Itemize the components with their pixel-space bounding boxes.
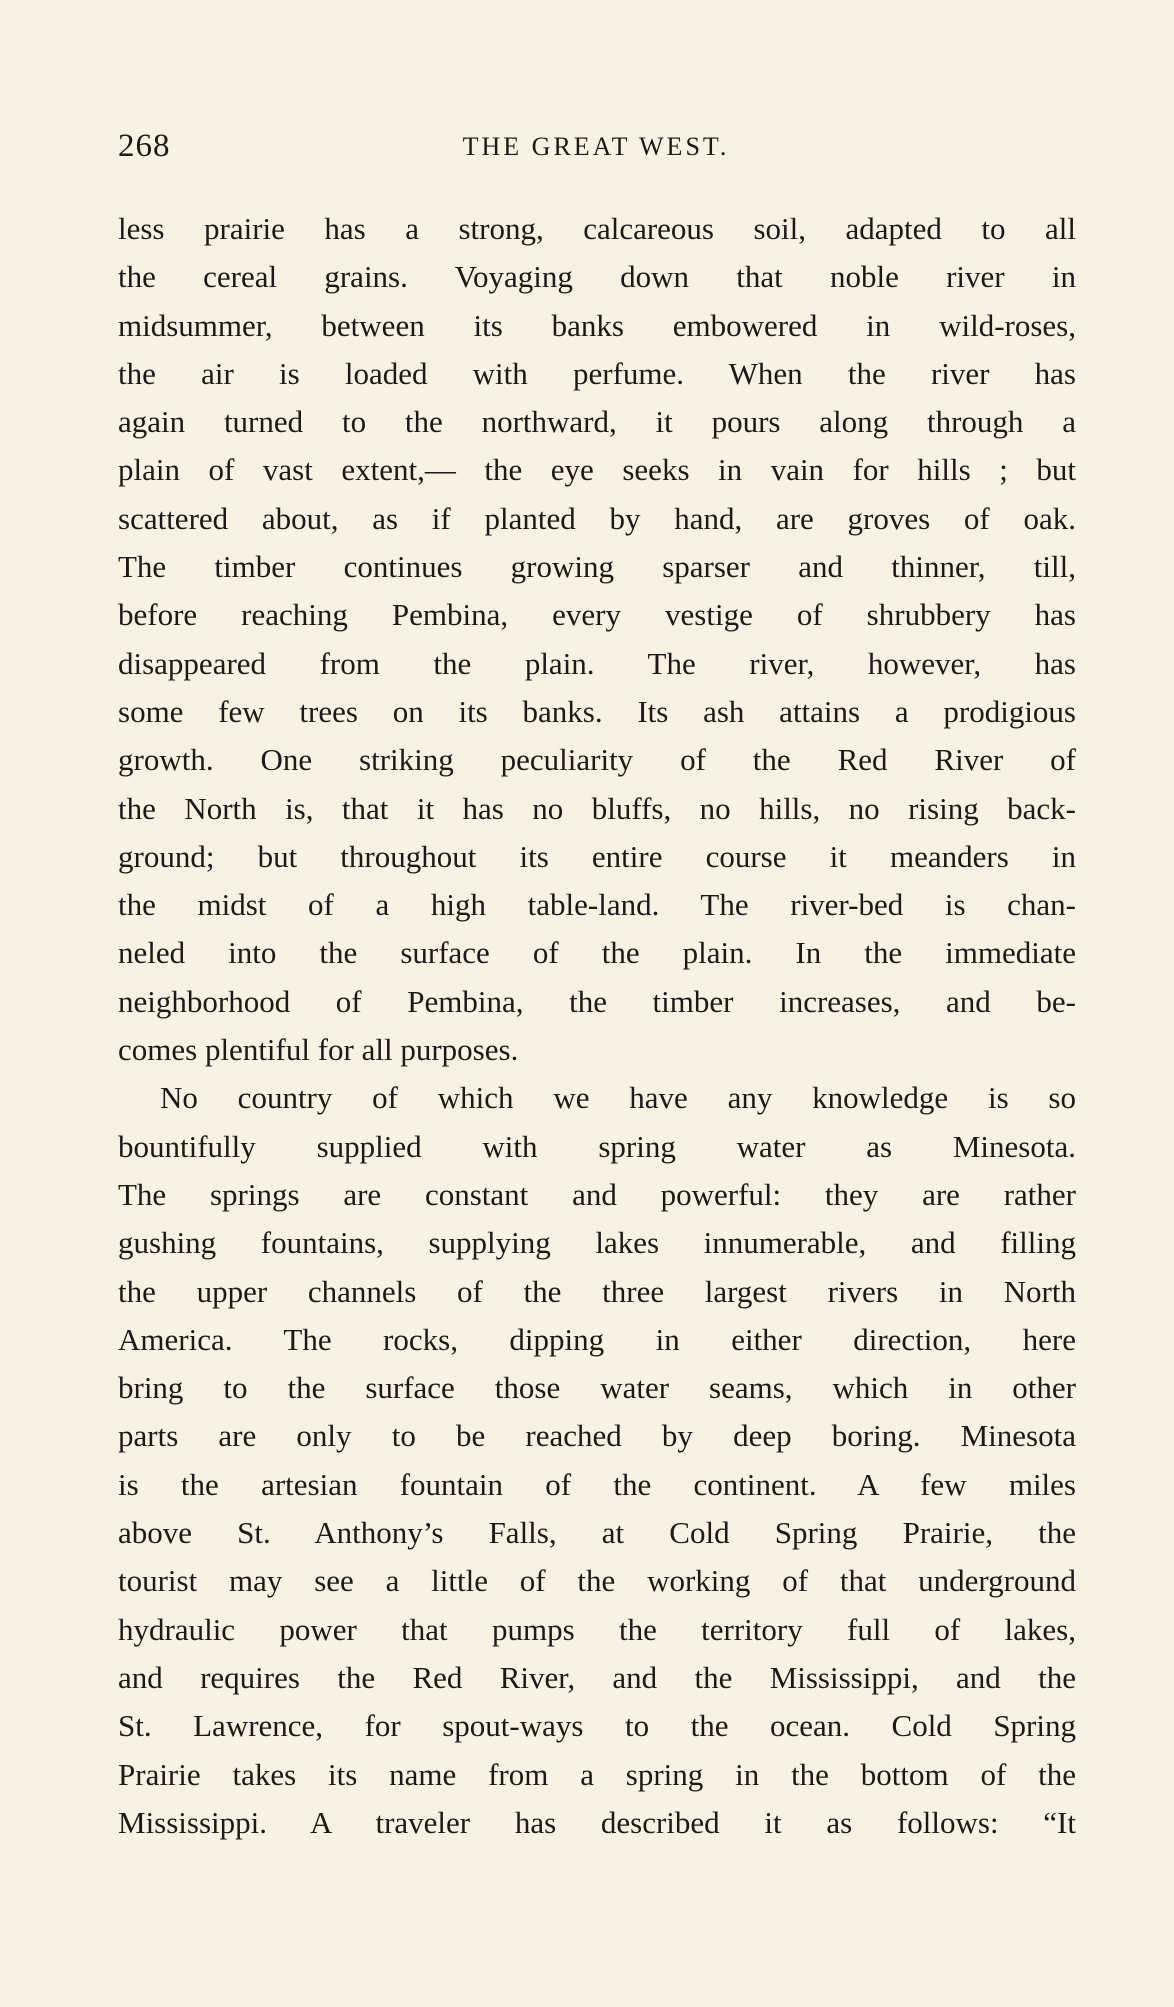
text-line: comes plentiful for all purposes. <box>118 1032 519 1068</box>
paragraph-2 <box>118 1074 1076 1847</box>
text-line: growth. One striking peculiarity of the Red River of <box>118 742 1076 778</box>
text-line: the midst of a high table-land. The river-bed is chan- <box>118 887 1076 923</box>
text-line: and requires the Red River, and the Mississippi, and the <box>118 1659 1076 1695</box>
text-line: No country of which we have any knowledge is so <box>160 1080 1076 1116</box>
text-line: again turned to the northward, it pours along through a <box>118 404 1076 440</box>
text-line: St. Lawrence, for spout-ways to the ocean. Cold Spring <box>118 1708 1076 1744</box>
text-line: the North is, that it has no bluffs, no hills, no rising back- <box>118 790 1076 826</box>
text-line: Prairie takes its name from a spring in the bottom of the <box>118 1756 1076 1792</box>
text-line: ground; but throughout its entire course it meanders in <box>118 838 1076 874</box>
text-line: less prairie has a strong, calcareous soil, adapted to all <box>118 211 1076 246</box>
text-line: plain of vast extent,— the eye seeks in vain for hills ; but <box>118 452 1076 488</box>
text-line: the air is loaded with perfume. When the river has <box>118 355 1076 391</box>
text-line: some few trees on its banks. Its ash attains a prodigious <box>118 693 1076 729</box>
text-line: the upper channels of the three largest rivers in North <box>118 1273 1076 1309</box>
paragraph-1 <box>118 205 1076 1074</box>
text-line: parts are only to be reached by deep boring. Minesota <box>118 1418 1076 1454</box>
text-line: neled into the surface of the plain. In the immediate <box>118 935 1076 971</box>
text-line: is the artesian fountain of the continent. A few miles <box>118 1466 1076 1502</box>
text-line: bountifully supplied with spring water as Minesota. <box>118 1128 1076 1164</box>
text-line: Mississippi. A traveler has described it as follows: “It <box>118 1804 1076 1840</box>
page-number: 268 <box>118 128 171 164</box>
text-line: hydraulic power that pumps the territory full of lakes, <box>118 1611 1076 1647</box>
body-text <box>118 205 1076 1847</box>
text-line: above St. Anthony’s Falls, at Cold Spring Prairie, the <box>118 1515 1076 1551</box>
text-line: before reaching Pembina, every vestige of shrubbery has <box>118 597 1076 633</box>
text-line: the cereal grains. Voyaging down that noble river in <box>118 259 1076 295</box>
text-line: scattered about, as if planted by hand, are groves of oak. <box>118 500 1076 536</box>
running-head <box>118 128 1074 168</box>
text-line: neighborhood of Pembina, the timber increases, and be- <box>118 983 1076 1019</box>
text-line: tourist may see a little of the working of that underground <box>118 1563 1076 1599</box>
text-line: gushing fountains, supplying lakes innumerable, and filling <box>118 1225 1076 1261</box>
running-title: THE GREAT WEST. <box>462 132 730 161</box>
text-line: The springs are constant and powerful: they are rather <box>118 1176 1076 1212</box>
text-line: America. The rocks, dipping in either direction, here <box>118 1321 1076 1357</box>
text-line: bring to the surface those water seams, which in other <box>118 1370 1076 1406</box>
text-line: midsummer, between its banks embowered in wild-roses, <box>118 307 1076 343</box>
text-line: The timber continues growing sparser and thinner, till, <box>118 549 1076 585</box>
text-line: disappeared from the plain. The river, however, has <box>118 645 1076 681</box>
